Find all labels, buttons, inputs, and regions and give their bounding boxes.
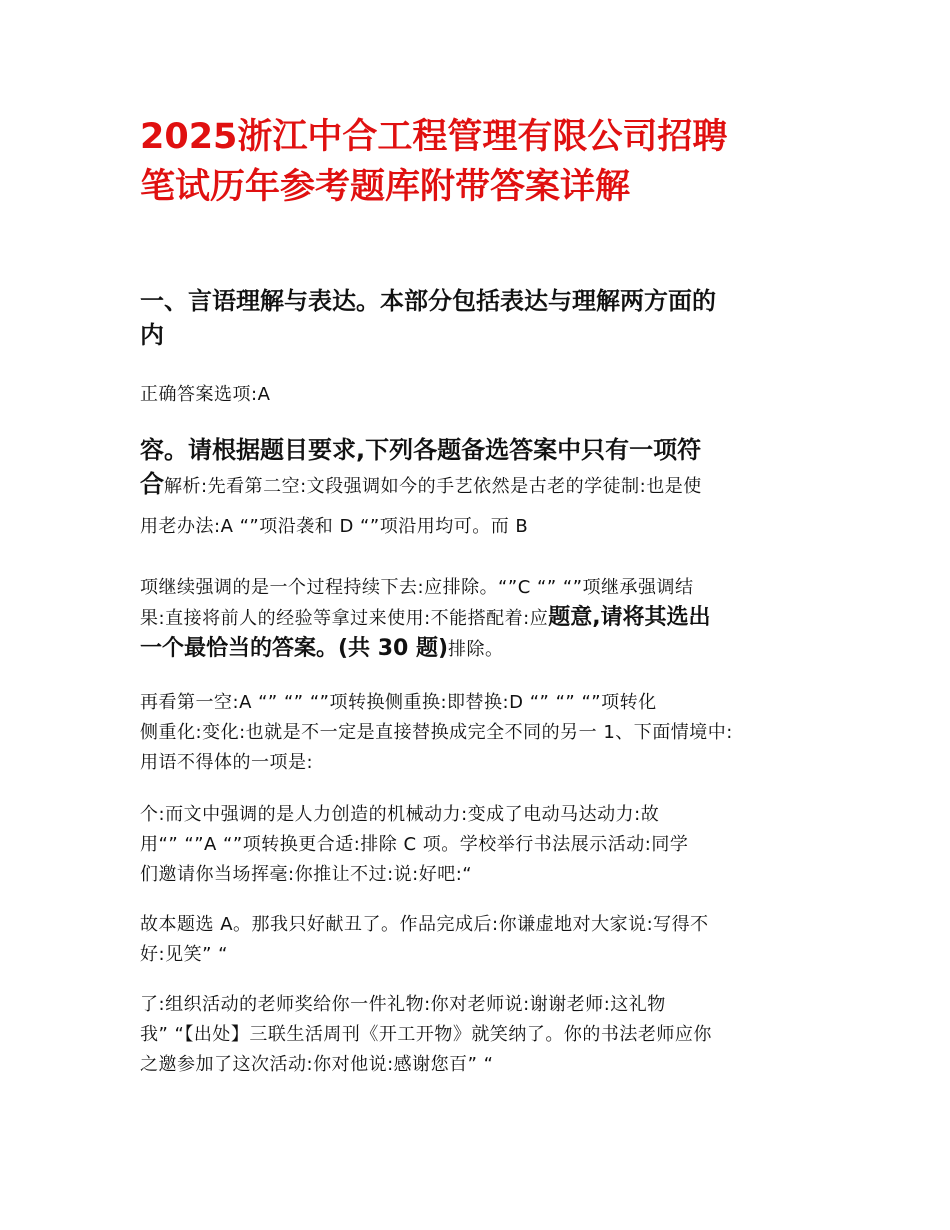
paragraph-5 (140, 800, 820, 890)
analysis-text-1: 解析:先看第二空:文段强调如今的手艺依然是古老的学徒制:也是使 (164, 476, 702, 497)
para3-line-3 (140, 634, 820, 665)
para6-line-1: 故本题选 A。那我只好献丑了。作品完成后:你谦虚地对大家说:写得不 (140, 914, 709, 935)
title-line-2: 笔试历年参考题库附带答案详解 (140, 167, 631, 207)
para5-line-1: 个:而文中强调的是人力创造的机械动力:变成了电动马达动力:故 (140, 804, 660, 825)
instruction-block (140, 433, 820, 550)
para4-line-2: 侧重化:变化:也就是不一定是直接替换成完全不同的另一 1、下面情境中: (140, 722, 733, 743)
para5-line-3: 们邀请你当场挥毫:你推让不过:说:好吧:“ (140, 864, 473, 885)
para3-line-1: 项继续强调的是一个过程持续下去:应排除。“”C “” “”项继承强调结 (140, 577, 694, 598)
paragraph-6 (140, 910, 820, 970)
analysis-line-2: 用老办法:A “”项沿袭和 D “”项沿用均可。而 B (140, 516, 529, 537)
para7-line-2: 我” “【出处】三联生活周刊《开工开物》就笑纳了。你的书法老师应你 (140, 1024, 712, 1045)
title-line-1: 2025浙江中合工程管理有限公司招聘 (140, 117, 728, 157)
para4-line-3: 用语不得体的一项是: (140, 752, 314, 773)
section-heading (140, 284, 820, 352)
para4-line-1: 再看第一空:A “” “” “”项转换侧重换:即替换:D “” “” “”项转化 (140, 692, 657, 713)
para3-line-2-bold: 题意,请将其选出 (548, 605, 711, 630)
answer-line: 正确答案选项:A (140, 384, 271, 405)
para3-line-2-text: 果:直接将前人的经验等拿过来使用:不能搭配着:应 (140, 608, 549, 629)
para3-line-2 (140, 603, 820, 634)
paragraph-3 (140, 573, 820, 665)
analysis-line-1 (140, 467, 820, 504)
section-heading-line-2: 内 (140, 321, 164, 349)
para7-line-1: 了:组织活动的老师奖给你一件礼物:你对老师说:谢谢老师:这礼物 (140, 994, 666, 1015)
paragraph-7 (140, 990, 820, 1080)
para3-line-3-text: 排除。 (448, 639, 504, 660)
para6-line-2: 好:见笑” “ (140, 944, 228, 965)
section-heading-line-1: 一、言语理解与表达。本部分包括表达与理解两方面的 (140, 287, 716, 315)
para7-line-3: 之邀参加了这次活动:你对他说:感谢您百” “ (140, 1054, 494, 1075)
instruction-line-1: 容。请根据题目要求,下列各题备选答案中只有一项符 (140, 436, 702, 464)
para5-line-2: 用“” “”A “”项转换更合适:排除 C 项。学校举行书法展示活动:同学 (140, 834, 689, 855)
para3-line-3-bold: 一个最恰当的答案。(共 30 题) (140, 636, 449, 661)
paragraph-4 (140, 688, 820, 778)
instruction-char: 合 (140, 470, 164, 498)
